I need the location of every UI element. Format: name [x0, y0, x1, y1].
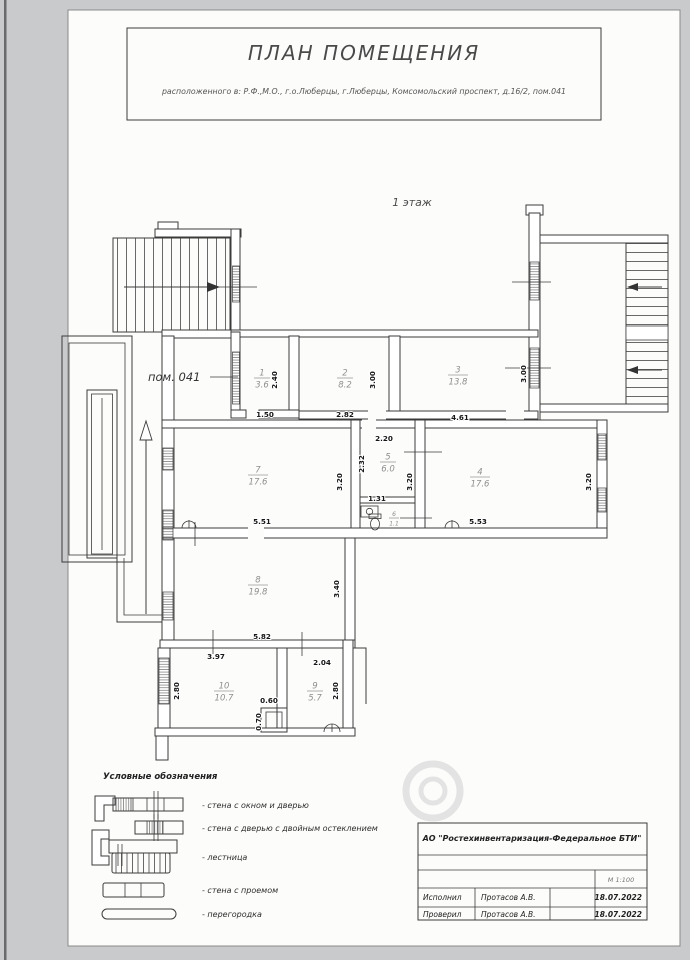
legend-label-1: - стена с окном и дверью [202, 801, 309, 810]
svg-text:2: 2 [342, 368, 348, 379]
svg-text:17.6: 17.6 [470, 479, 490, 490]
dim-room7-width: 5.51 [253, 517, 271, 526]
dim-room5-width: 2.20 [375, 434, 393, 443]
dim-wc-width: 1.31 [368, 494, 386, 503]
title-block-role-2: Проверил [423, 910, 462, 919]
svg-text:10: 10 [218, 681, 230, 692]
svg-text:3.6: 3.6 [255, 380, 269, 391]
svg-text:1: 1 [259, 368, 265, 379]
dim-room9-width: 2.04 [313, 658, 331, 667]
dim-room8-height: 3.40 [332, 580, 341, 598]
title-block-date-1: 18.07.2022 [594, 893, 642, 902]
dim-room2-height: 3.00 [368, 371, 377, 389]
dim-room10-height: 2.80 [172, 682, 181, 700]
dim-room9-height: 2.80 [331, 682, 340, 700]
legend-label-4: - стена с проемом [202, 886, 279, 895]
title-block-date-2: 18.07.2022 [594, 910, 642, 919]
title-block-name-2: Протасов А.В. [481, 910, 536, 919]
svg-text:9: 9 [312, 681, 318, 692]
dim-room1-height: 2.40 [270, 371, 279, 389]
svg-text:8: 8 [255, 575, 261, 586]
unit-label: пом. 041 [148, 370, 201, 384]
title-block-organization: АО "Ростехинвентаризация-Федеральное БТИ" [422, 834, 642, 843]
page-subtitle: расположенного в: Р.Ф.,М.О., г.о.Люберцы, г.Люберцы, Комсомольский проспект, д.16/2, пом.041 [161, 87, 567, 96]
legend-label-3: - лестница [202, 853, 248, 862]
svg-text:17.6: 17.6 [248, 477, 268, 488]
title-block-name-1: Протасов А.В. [481, 893, 536, 902]
dim-room1-width: 1.50 [256, 410, 274, 419]
title-block-role-1: Исполнил [423, 893, 462, 902]
dim-room8-width: 5.82 [253, 632, 271, 641]
svg-text:19.8: 19.8 [248, 587, 268, 598]
svg-text:10.7: 10.7 [214, 693, 234, 704]
title-block-scale: М 1:100 [607, 876, 635, 884]
dim-room5-height: 2.32 [357, 455, 366, 473]
svg-text:13.8: 13.8 [448, 377, 468, 388]
legend-label-2: - стена с дверью с двойным остеклением [202, 824, 378, 833]
svg-text:3: 3 [455, 365, 461, 376]
dim-room4-height: 3.20 [584, 473, 593, 491]
dim-room3-width: 4.61 [451, 413, 469, 422]
svg-text:7: 7 [255, 465, 261, 476]
legend-heading: Условные обозначения [103, 772, 218, 782]
dim-room7-height: 3.20 [335, 473, 344, 491]
dim-room10-width: 3.97 [207, 652, 225, 661]
dim-duct-height: 0.70 [254, 713, 263, 731]
left-staircase [113, 222, 241, 332]
dim-duct-width: 0.60 [260, 696, 278, 705]
svg-text:6: 6 [392, 511, 396, 518]
dim-room4-width: 5.53 [469, 517, 487, 526]
dim-room3-height: 3.00 [519, 365, 528, 383]
floor-label: 1 этаж [392, 196, 432, 209]
dim-room2-width: 2.82 [336, 410, 354, 419]
dim-mid-column: 3.20 [405, 473, 414, 491]
svg-text:6.0: 6.0 [381, 464, 395, 475]
svg-text:5.7: 5.7 [308, 693, 322, 704]
scan-edge-line [4, 0, 7, 960]
svg-text:5: 5 [385, 452, 391, 463]
svg-text:8.2: 8.2 [338, 380, 352, 391]
svg-text:1.1: 1.1 [389, 520, 399, 528]
page-title: ПЛАН ПОМЕЩЕНИЯ [247, 41, 481, 65]
legend-label-5: - перегородка [202, 910, 262, 919]
svg-text:4: 4 [477, 467, 483, 478]
